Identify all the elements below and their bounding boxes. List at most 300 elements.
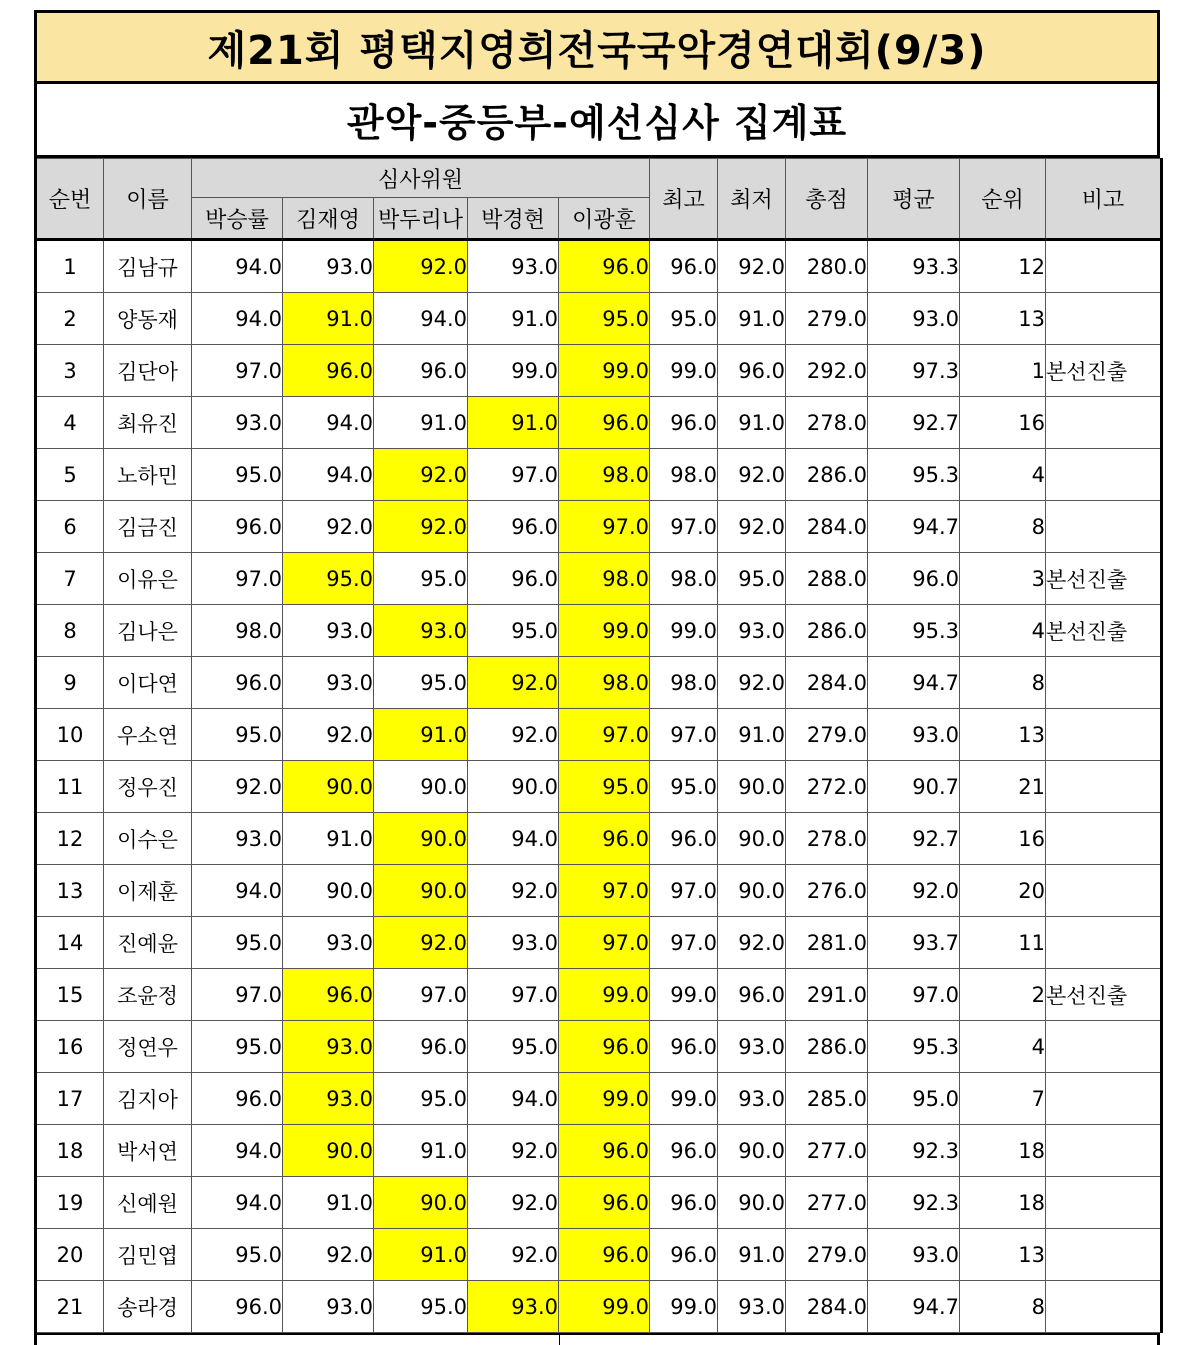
cell-avg: 93.3: [868, 240, 960, 293]
cell-max: 96.0: [650, 240, 718, 293]
cell-no: 10: [36, 709, 104, 761]
cell-judge-score: 97.0: [559, 709, 650, 761]
cell-min: 91.0: [718, 397, 786, 449]
cell-judge-score: 96.0: [374, 1021, 468, 1073]
cell-min: 91.0: [718, 709, 786, 761]
cell-judge-score: 92.0: [374, 501, 468, 553]
table-row: [36, 813, 1162, 865]
sheet-subtitle: 관악-중등부-예선심사 집계표: [34, 84, 1160, 158]
table-row: [36, 605, 1162, 657]
table-row: [36, 1073, 1162, 1125]
cell-rank: 1: [960, 345, 1046, 397]
cell-judge-score: 90.0: [283, 1125, 374, 1177]
table-row: [36, 1229, 1162, 1281]
cell-min: 92.0: [718, 917, 786, 969]
cell-note: [1046, 709, 1162, 761]
cell-avg: 97.3: [868, 345, 960, 397]
cell-judge-score: 93.0: [283, 657, 374, 709]
cell-note: [1046, 1073, 1162, 1125]
cell-judge-score: 92.0: [468, 1177, 559, 1229]
cell-judge-score: 96.0: [559, 240, 650, 293]
cell-max: 96.0: [650, 1177, 718, 1229]
cell-judge-score: 93.0: [468, 1281, 559, 1333]
cell-total: 280.0: [786, 240, 868, 293]
cell-total: 286.0: [786, 449, 868, 501]
cell-avg: 93.0: [868, 709, 960, 761]
cell-rank: 4: [960, 605, 1046, 657]
cell-name: 이유은: [104, 553, 192, 605]
cell-no: 17: [36, 1073, 104, 1125]
cell-avg: 95.3: [868, 449, 960, 501]
cell-judge-score: 92.0: [374, 240, 468, 293]
cell-max: 99.0: [650, 1073, 718, 1125]
cell-no: 14: [36, 917, 104, 969]
cell-no: 7: [36, 553, 104, 605]
cell-judge-score: 92.0: [468, 1229, 559, 1281]
cell-rank: 4: [960, 449, 1046, 501]
cell-min: 90.0: [718, 865, 786, 917]
cell-avg: 92.7: [868, 813, 960, 865]
cell-judge-score: 99.0: [559, 1073, 650, 1125]
table-row: [36, 1177, 1162, 1229]
cell-rank: 13: [960, 1229, 1046, 1281]
cell-min: 90.0: [718, 761, 786, 813]
header-min: 최저: [718, 159, 786, 240]
cell-judge-score: 92.0: [468, 657, 559, 709]
cell-note: [1046, 761, 1162, 813]
table-row: [36, 449, 1162, 501]
cell-judge-score: 96.0: [468, 501, 559, 553]
cell-judge-score: 91.0: [374, 1125, 468, 1177]
cell-avg: 93.7: [868, 917, 960, 969]
cell-name: 김단아: [104, 345, 192, 397]
cell-judge-score: 96.0: [192, 657, 283, 709]
cell-max: 98.0: [650, 553, 718, 605]
cell-judge-score: 92.0: [283, 1229, 374, 1281]
cell-min: 93.0: [718, 1021, 786, 1073]
cell-judge-score: 97.0: [192, 345, 283, 397]
cell-no: 13: [36, 865, 104, 917]
cell-judge-score: 94.0: [192, 293, 283, 345]
cell-min: 91.0: [718, 1229, 786, 1281]
cell-name: 정우진: [104, 761, 192, 813]
cell-judge-score: 96.0: [192, 501, 283, 553]
header-rank: 순위: [960, 159, 1046, 240]
cell-max: 95.0: [650, 761, 718, 813]
cell-judge-score: 93.0: [283, 1021, 374, 1073]
cell-avg: 94.7: [868, 501, 960, 553]
cell-no: 18: [36, 1125, 104, 1177]
cell-name: 김지아: [104, 1073, 192, 1125]
cell-min: 92.0: [718, 449, 786, 501]
cell-judge-score: 96.0: [559, 397, 650, 449]
cell-rank: 16: [960, 397, 1046, 449]
table-row: [36, 553, 1162, 605]
cell-judge-score: 99.0: [559, 345, 650, 397]
header-judge: 김재영: [283, 198, 374, 240]
cell-judge-score: 96.0: [468, 553, 559, 605]
cell-note: [1046, 397, 1162, 449]
cell-name: 최유진: [104, 397, 192, 449]
cell-name: 이제훈: [104, 865, 192, 917]
cell-judge-score: 96.0: [559, 813, 650, 865]
cell-judge-score: 95.0: [374, 553, 468, 605]
cell-total: 284.0: [786, 1281, 868, 1333]
cell-max: 98.0: [650, 449, 718, 501]
cell-judge-score: 96.0: [559, 1177, 650, 1229]
cell-avg: 92.0: [868, 865, 960, 917]
cell-name: 김나은: [104, 605, 192, 657]
cell-min: 91.0: [718, 293, 786, 345]
table-row: [36, 293, 1162, 345]
cell-judge-score: 96.0: [283, 345, 374, 397]
cell-note: 본선진출: [1046, 605, 1162, 657]
cell-avg: 95.0: [868, 1073, 960, 1125]
cell-rank: 3: [960, 553, 1046, 605]
cell-avg: 94.7: [868, 657, 960, 709]
header-judge: 박승률: [192, 198, 283, 240]
cell-no: 19: [36, 1177, 104, 1229]
cell-rank: 8: [960, 501, 1046, 553]
cell-judge-score: 92.0: [468, 865, 559, 917]
cell-judge-score: 96.0: [374, 345, 468, 397]
sheet-title: 제21회 평택지영희전국국악경연대회(9/3): [34, 10, 1160, 84]
cell-judge-score: 97.0: [559, 917, 650, 969]
cell-judge-score: 92.0: [374, 449, 468, 501]
cell-no: 21: [36, 1281, 104, 1333]
cell-judge-score: 93.0: [192, 397, 283, 449]
cell-no: 20: [36, 1229, 104, 1281]
cell-avg: 92.3: [868, 1177, 960, 1229]
cell-judge-score: 95.0: [192, 449, 283, 501]
cell-judge-score: 99.0: [468, 345, 559, 397]
cell-note: [1046, 240, 1162, 293]
cell-judge-score: 92.0: [192, 761, 283, 813]
cell-note: [1046, 1125, 1162, 1177]
header-row-top: [36, 159, 1162, 198]
cell-no: 3: [36, 345, 104, 397]
cell-note: 본선진출: [1046, 345, 1162, 397]
cell-note: [1046, 1021, 1162, 1073]
cell-note: [1046, 813, 1162, 865]
header-note: 비고: [1046, 159, 1162, 240]
cell-judge-score: 91.0: [283, 813, 374, 865]
cell-rank: 20: [960, 865, 1046, 917]
table-row: [36, 761, 1162, 813]
cell-name: 진예윤: [104, 917, 192, 969]
cell-max: 95.0: [650, 293, 718, 345]
cell-name: 신예원: [104, 1177, 192, 1229]
cell-judge-score: 91.0: [374, 1229, 468, 1281]
cell-no: 6: [36, 501, 104, 553]
cell-no: 16: [36, 1021, 104, 1073]
cell-total: 278.0: [786, 813, 868, 865]
cell-rank: 13: [960, 293, 1046, 345]
cell-total: 279.0: [786, 1229, 868, 1281]
cell-judge-score: 90.0: [374, 761, 468, 813]
cell-judge-score: 97.0: [374, 969, 468, 1021]
table-row: [36, 865, 1162, 917]
cell-min: 93.0: [718, 605, 786, 657]
cell-total: 277.0: [786, 1177, 868, 1229]
table-row: [36, 969, 1162, 1021]
cell-name: 양동재: [104, 293, 192, 345]
cell-note: 본선진출: [1046, 553, 1162, 605]
cell-judge-score: 95.0: [283, 553, 374, 605]
cell-judge-score: 90.0: [283, 865, 374, 917]
cell-total: 278.0: [786, 397, 868, 449]
cell-judge-score: 94.0: [192, 1125, 283, 1177]
cell-avg: 90.7: [868, 761, 960, 813]
cell-total: 286.0: [786, 1021, 868, 1073]
cell-judge-score: 95.0: [559, 293, 650, 345]
cell-judge-score: 95.0: [192, 1229, 283, 1281]
cell-name: 송라경: [104, 1281, 192, 1333]
cell-judge-score: 95.0: [192, 709, 283, 761]
cell-total: 279.0: [786, 293, 868, 345]
cell-max: 97.0: [650, 917, 718, 969]
cell-judge-score: 97.0: [192, 553, 283, 605]
cell-max: 96.0: [650, 1229, 718, 1281]
cell-rank: 18: [960, 1125, 1046, 1177]
cell-max: 97.0: [650, 865, 718, 917]
cell-note: [1046, 917, 1162, 969]
cell-total: 291.0: [786, 969, 868, 1021]
cell-judge-score: 94.0: [192, 1177, 283, 1229]
cell-judge-score: 92.0: [468, 1125, 559, 1177]
cell-judge-score: 95.0: [468, 1021, 559, 1073]
cell-min: 90.0: [718, 1125, 786, 1177]
header-name: 이름: [104, 159, 192, 240]
cell-judge-score: 94.0: [283, 449, 374, 501]
header-judge: 박경현: [468, 198, 559, 240]
cell-avg: 95.3: [868, 605, 960, 657]
cell-total: 277.0: [786, 1125, 868, 1177]
cell-total: 281.0: [786, 917, 868, 969]
cell-judge-score: 93.0: [283, 1073, 374, 1125]
cell-no: 4: [36, 397, 104, 449]
cell-name: 우소연: [104, 709, 192, 761]
cell-name: 김남규: [104, 240, 192, 293]
table-row: [36, 709, 1162, 761]
cell-judge-score: 93.0: [468, 917, 559, 969]
cell-total: 284.0: [786, 657, 868, 709]
cell-note: [1046, 449, 1162, 501]
table-row: [36, 501, 1162, 553]
header-no: 순번: [36, 159, 104, 240]
cell-rank: 8: [960, 1281, 1046, 1333]
cell-judge-score: 97.0: [559, 865, 650, 917]
cell-judge-score: 95.0: [374, 657, 468, 709]
cell-judge-score: 90.0: [374, 865, 468, 917]
cell-judge-score: 94.0: [468, 1073, 559, 1125]
cell-judge-score: 98.0: [559, 553, 650, 605]
cell-no: 5: [36, 449, 104, 501]
cell-judge-score: 95.0: [559, 761, 650, 813]
cell-judge-score: 98.0: [192, 605, 283, 657]
cell-total: 284.0: [786, 501, 868, 553]
cell-avg: 95.3: [868, 1021, 960, 1073]
cell-avg: 94.7: [868, 1281, 960, 1333]
cell-avg: 92.7: [868, 397, 960, 449]
header-max: 최고: [650, 159, 718, 240]
cell-max: 96.0: [650, 1125, 718, 1177]
cell-judge-score: 93.0: [283, 917, 374, 969]
cell-total: 286.0: [786, 605, 868, 657]
cell-judge-score: 96.0: [559, 1229, 650, 1281]
cell-max: 96.0: [650, 1021, 718, 1073]
cell-name: 조윤정: [104, 969, 192, 1021]
cell-name: 노하민: [104, 449, 192, 501]
cell-judge-score: 95.0: [374, 1073, 468, 1125]
cell-judge-score: 92.0: [374, 917, 468, 969]
score-sheet: [34, 10, 1160, 1345]
cell-max: 97.0: [650, 709, 718, 761]
cell-max: 99.0: [650, 969, 718, 1021]
cell-avg: 97.0: [868, 969, 960, 1021]
cell-rank: 7: [960, 1073, 1046, 1125]
header-judges-group: 심사위원: [192, 159, 650, 198]
cell-rank: 12: [960, 240, 1046, 293]
cell-judge-score: 91.0: [468, 397, 559, 449]
score-table-body: [36, 240, 1162, 1333]
cell-note: [1046, 865, 1162, 917]
cell-max: 97.0: [650, 501, 718, 553]
table-row: [36, 1021, 1162, 1073]
cell-max: 99.0: [650, 605, 718, 657]
cell-no: 15: [36, 969, 104, 1021]
cell-judge-score: 97.0: [468, 969, 559, 1021]
table-row: [36, 1281, 1162, 1333]
cell-judge-score: 96.0: [192, 1281, 283, 1333]
cell-judge-score: 98.0: [559, 449, 650, 501]
cell-judge-score: 99.0: [559, 1281, 650, 1333]
cell-judge-score: 91.0: [468, 293, 559, 345]
cell-min: 93.0: [718, 1281, 786, 1333]
cell-min: 96.0: [718, 345, 786, 397]
cell-max: 96.0: [650, 813, 718, 865]
cell-judge-score: 96.0: [192, 1073, 283, 1125]
cell-note: [1046, 1177, 1162, 1229]
cell-rank: 2: [960, 969, 1046, 1021]
cell-min: 95.0: [718, 553, 786, 605]
cell-name: 이다연: [104, 657, 192, 709]
cell-judge-score: 93.0: [283, 1281, 374, 1333]
table-row: [36, 917, 1162, 969]
cell-min: 96.0: [718, 969, 786, 1021]
cell-judge-score: 94.0: [374, 293, 468, 345]
cell-avg: 92.3: [868, 1125, 960, 1177]
cell-max: 96.0: [650, 397, 718, 449]
cell-note: [1046, 1281, 1162, 1333]
cell-judge-score: 96.0: [283, 969, 374, 1021]
cell-note: [1046, 501, 1162, 553]
cell-rank: 21: [960, 761, 1046, 813]
cell-rank: 4: [960, 1021, 1046, 1073]
cell-min: 92.0: [718, 657, 786, 709]
cell-min: 90.0: [718, 813, 786, 865]
cell-judge-score: 91.0: [283, 293, 374, 345]
cell-judge-score: 94.0: [192, 240, 283, 293]
cell-judge-score: 91.0: [374, 397, 468, 449]
cell-judge-score: 93.0: [283, 605, 374, 657]
header-judge: 박두리나: [374, 198, 468, 240]
cell-judge-score: 90.0: [283, 761, 374, 813]
cell-judge-score: 93.0: [468, 240, 559, 293]
cell-rank: 13: [960, 709, 1046, 761]
cell-judge-score: 91.0: [374, 709, 468, 761]
table-row: [36, 240, 1162, 293]
cell-no: 8: [36, 605, 104, 657]
cell-no: 12: [36, 813, 104, 865]
cell-judge-score: 90.0: [374, 1177, 468, 1229]
cell-judge-score: 98.0: [559, 657, 650, 709]
cell-judge-score: 93.0: [192, 813, 283, 865]
cell-judge-score: 95.0: [468, 605, 559, 657]
cell-judge-score: 93.0: [374, 605, 468, 657]
cell-judge-score: 92.0: [283, 501, 374, 553]
cell-min: 90.0: [718, 1177, 786, 1229]
cell-total: 285.0: [786, 1073, 868, 1125]
cell-total: 288.0: [786, 553, 868, 605]
cell-judge-score: 91.0: [283, 1177, 374, 1229]
cell-note: [1046, 293, 1162, 345]
cell-judge-score: 90.0: [468, 761, 559, 813]
cell-max: 99.0: [650, 345, 718, 397]
cell-note: [1046, 657, 1162, 709]
cell-judge-score: 99.0: [559, 969, 650, 1021]
cell-name: 이수은: [104, 813, 192, 865]
cell-total: 276.0: [786, 865, 868, 917]
cell-rank: 16: [960, 813, 1046, 865]
cell-total: 292.0: [786, 345, 868, 397]
table-row: [36, 397, 1162, 449]
cell-judge-score: 92.0: [283, 709, 374, 761]
cell-max: 99.0: [650, 1281, 718, 1333]
cell-min: 93.0: [718, 1073, 786, 1125]
header-judge: 이광훈: [559, 198, 650, 240]
cell-min: 92.0: [718, 240, 786, 293]
cell-min: 92.0: [718, 501, 786, 553]
cell-no: 2: [36, 293, 104, 345]
cell-judge-score: 99.0: [559, 605, 650, 657]
cell-judge-score: 96.0: [559, 1021, 650, 1073]
cell-avg: 93.0: [868, 293, 960, 345]
table-row: [36, 345, 1162, 397]
cell-judge-score: 92.0: [468, 709, 559, 761]
cell-rank: 8: [960, 657, 1046, 709]
cell-judge-score: 94.0: [283, 397, 374, 449]
table-row: [36, 1125, 1162, 1177]
cell-judge-score: 93.0: [283, 240, 374, 293]
cell-judge-score: 95.0: [192, 917, 283, 969]
cell-judge-score: 97.0: [192, 969, 283, 1021]
cell-name: 박서연: [104, 1125, 192, 1177]
table-row: [36, 657, 1162, 709]
cell-avg: 96.0: [868, 553, 960, 605]
cell-name: 김금진: [104, 501, 192, 553]
cell-no: 1: [36, 240, 104, 293]
cell-judge-score: 97.0: [559, 501, 650, 553]
cell-total: 279.0: [786, 709, 868, 761]
cell-total: 272.0: [786, 761, 868, 813]
score-table: [34, 158, 1163, 1333]
cell-judge-score: 96.0: [559, 1125, 650, 1177]
cell-note: [1046, 1229, 1162, 1281]
cell-judge-score: 95.0: [374, 1281, 468, 1333]
cell-judge-score: 90.0: [374, 813, 468, 865]
cell-no: 9: [36, 657, 104, 709]
